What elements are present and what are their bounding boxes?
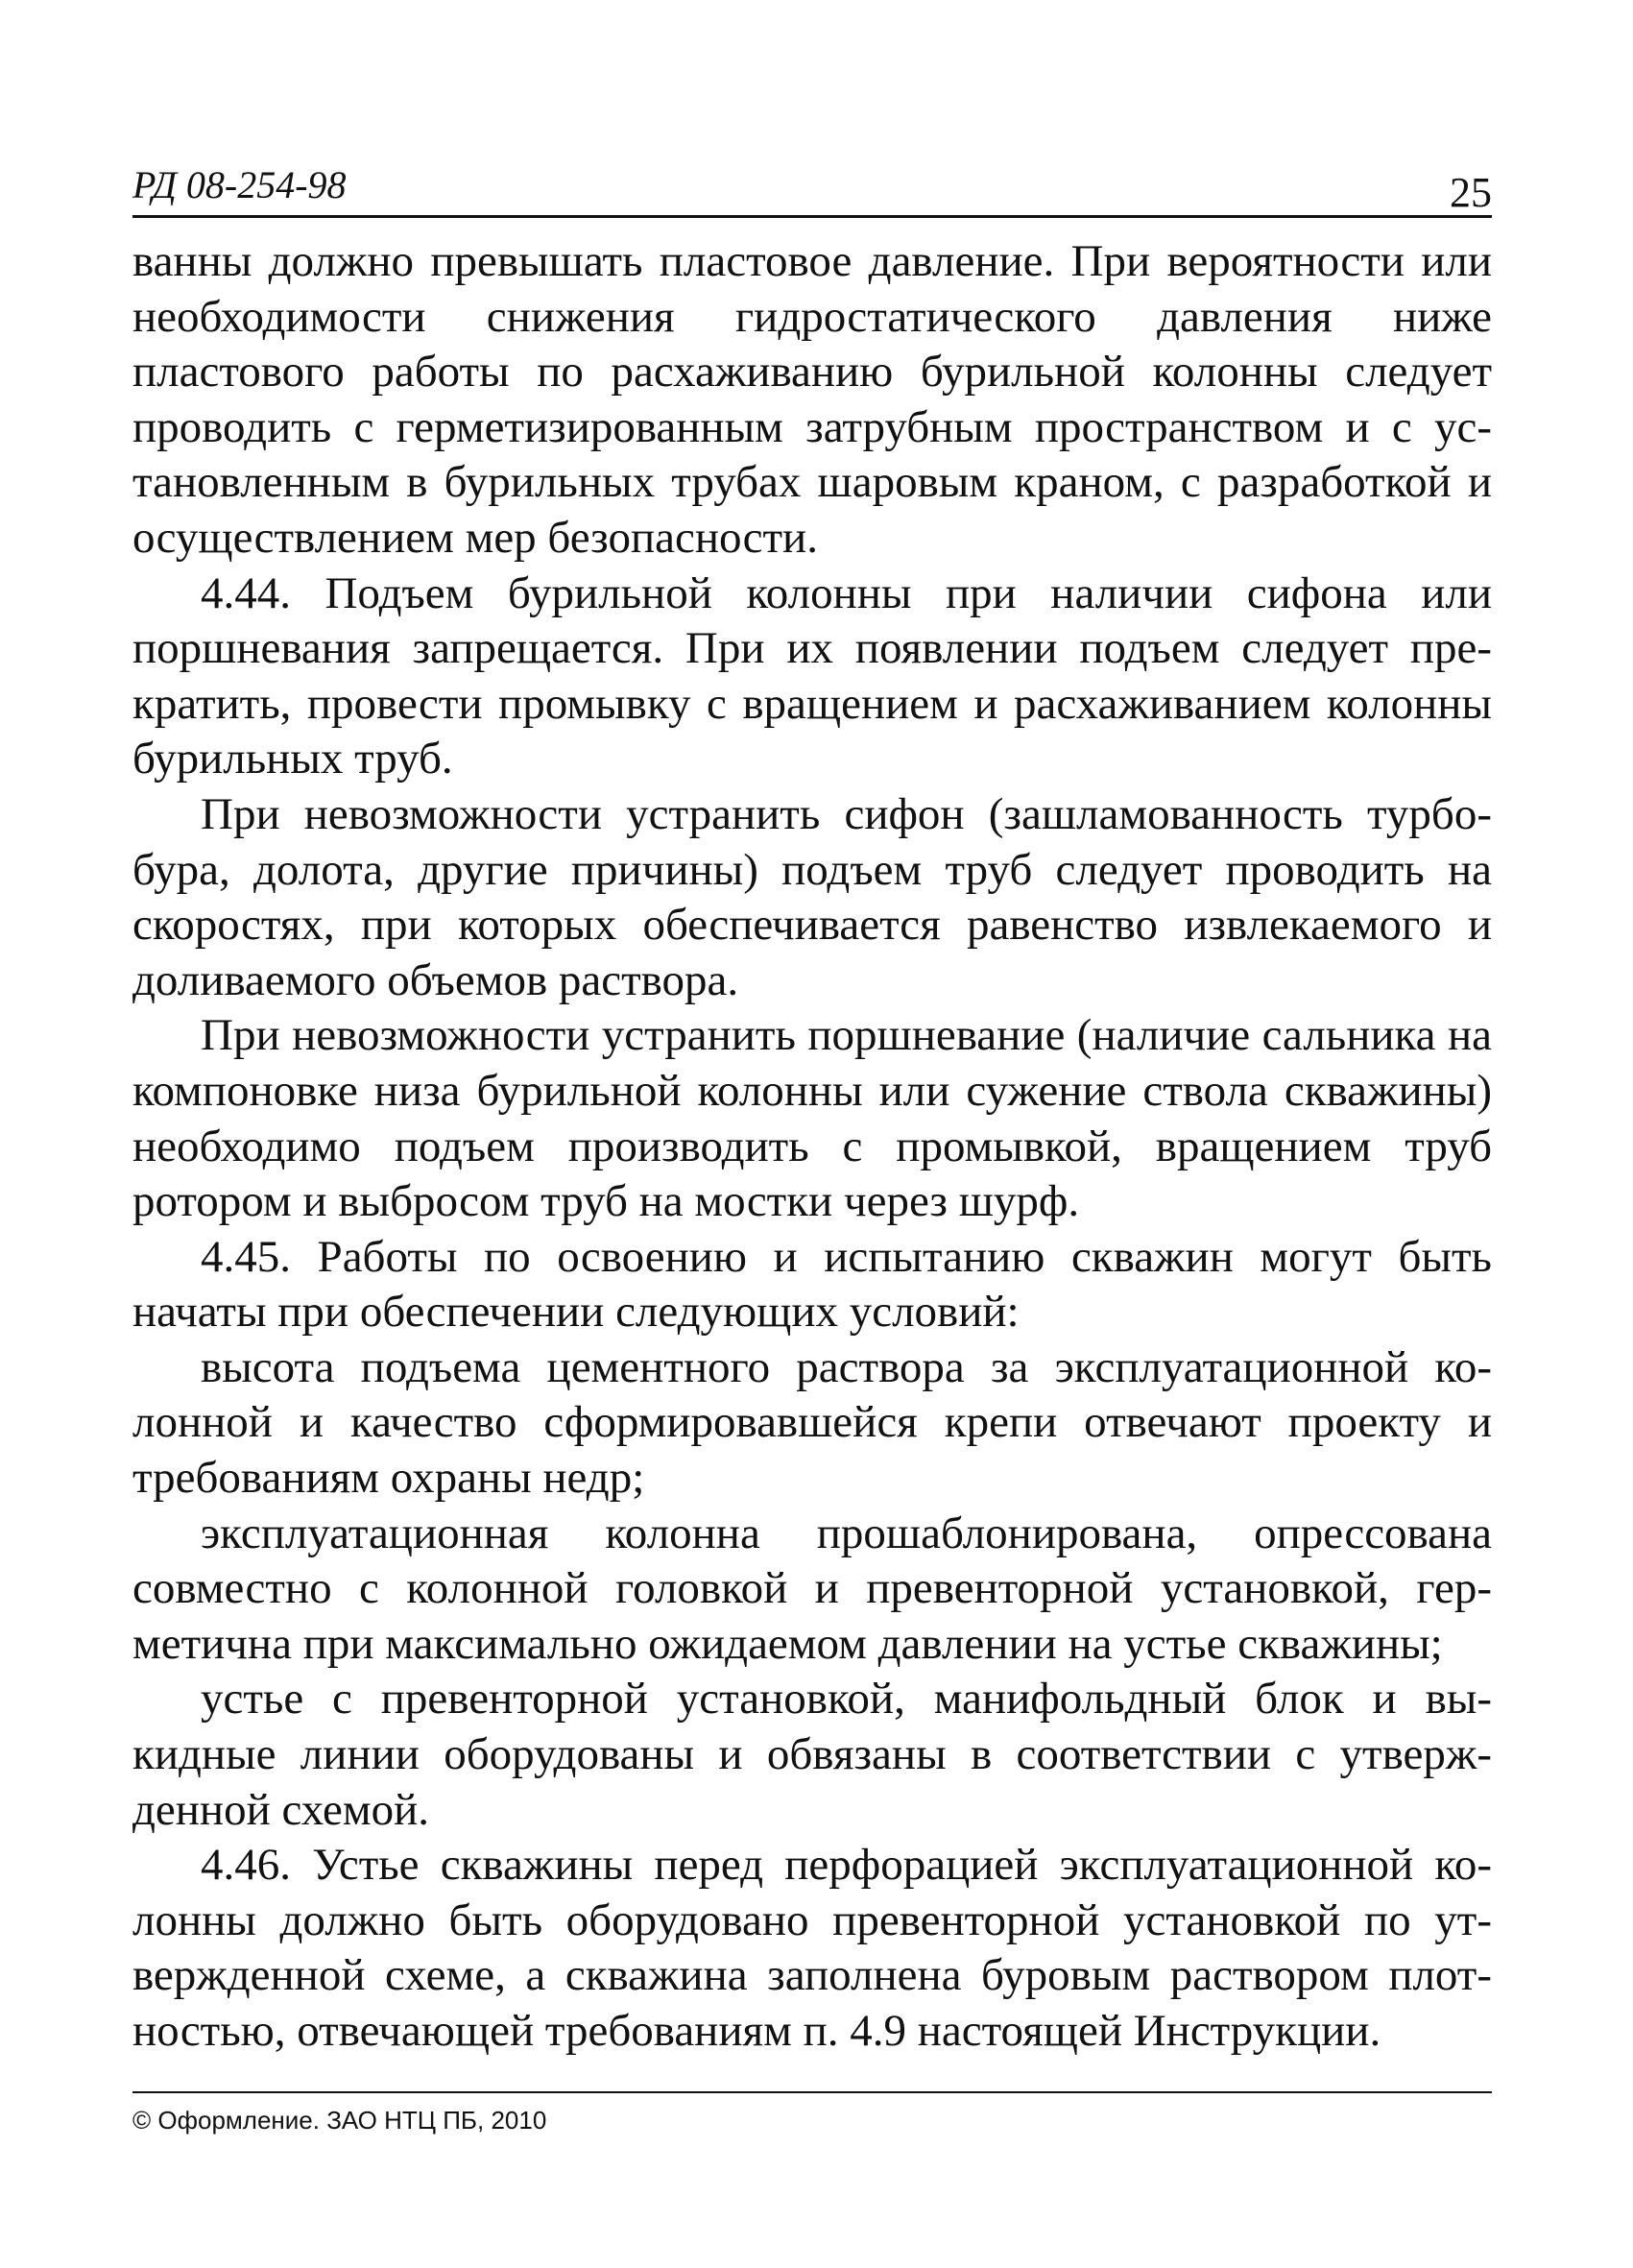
copyright-notice: © Оформление. ЗАО НТЦ ПБ, 2010: [132, 2106, 547, 2135]
paragraph-4-46: 4.46. Устье скважины перед перфорацией эксплуатационной колонны должно быть оборудовано превенторной установкой по утвержденной схеме, а скважина заполнена буровым раствором плотностью, отвечающей требованиям п. 4.9 настоящей Инструкции.: [132, 1840, 1492, 2056]
condition-item-cement: высота подъема цементного раствора за эксплуатационной колонной и качество сформировавшейся крепи отвечают проекту и требованиям охраны недр;: [132, 1341, 1492, 1504]
paragraph-continuation: ванны должно превышать пластовое давление. При вероятности или необходимости снижения гидростатического давления ниже пластового работы по расхаживанию бурильной колонны следует проводить с герметизированным затрубным пространством и с установленным в бурильных трубах шаровым краном, с разработкой и осуществлением мер безопасности.: [132, 236, 1492, 563]
paragraph-4-45: 4.45. Работы по освоению и испытанию скважин могут быть начаты при обеспечении следующих условий:: [132, 1231, 1492, 1338]
page-footer: [132, 2091, 1492, 2135]
paragraph-swabbing: При невозможности устранить поршневание (наличие сальника на компоновке низа бурильной колонны или сужение ствола скважины) необходимо подъем производить с промывкой, вращением труб ротором и выбросом труб на мостки через шурф.: [132, 1010, 1492, 1227]
document-code: РД 08-254-98: [132, 163, 347, 206]
paragraph-siphon: При невозможности устранить сифон (зашламованность турбобура, долота, другие причины) подъем труб следует проводить на скоростях, при которых обеспечивается равенство извлекаемого и доливаемого объемов раствора.: [132, 788, 1492, 1005]
condition-item-casing: эксплуатационная колонна прошаблонирована, опрессована совместно с колонной головкой и превенторной установкой, герметична при максимально ожидаемом давлении на устье скважины;: [132, 1508, 1492, 1669]
document-body: [132, 234, 1492, 2060]
page-number: 25: [1450, 169, 1492, 216]
page-header: [132, 161, 1492, 218]
paragraph-4-44: 4.44. Подъем бурильной колонны при наличии сифона или поршневания запрещается. При их появлении подъем следует прекратить, провести промывку с вращением и расхаживанием колонны бурильных труб.: [132, 567, 1492, 784]
condition-item-wellhead: устье с превенторной установкой, манифольдный блок и выкидные линии оборудованы и обвязаны в соответствии с утвержденной схемой.: [132, 1674, 1492, 1835]
